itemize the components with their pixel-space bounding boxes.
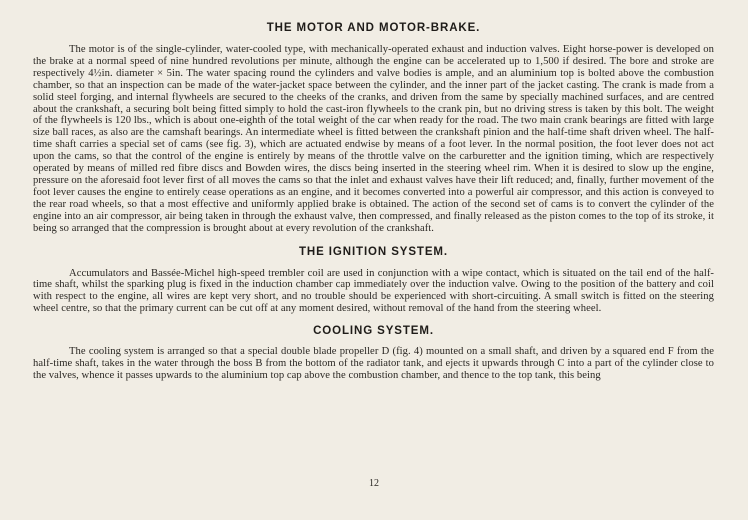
section-heading: COOLING SYSTEM. <box>313 325 434 338</box>
section-motor-brake <box>33 22 714 235</box>
section-heading: THE MOTOR AND MOTOR-BRAKE. <box>266 22 481 34</box>
page-number: 12 <box>369 478 379 489</box>
section-paragraph: The cooling system is arranged so that a special double blade propeller D (fig. 4) mounted on a small shaft, and driven by a squared end F from the half-time shaft, takes in the water through the boss B from the bottom of the radiator tank, and ejects it upwards through C into a part of the cylinder close to the valves, whence it passes upwards to the aluminium top cap above the combustion chamber, and thence to the top tank, this being <box>33 346 714 381</box>
section-ignition-system <box>33 246 714 316</box>
section-paragraph: Accumulators and Bassée-Michel high-speed trembler coil are used in conjunction with a wipe contact, which is situated on the tail end of the half-time shaft, whilst the sparking plug is fixed in the induction chamber cap immediately over the induction valve. Owing to the position of the battery and coil with respect to the engine, all wires are kept very short, and no trouble should be experienced with short-circuiting. A small switch is fitted on the steering wheel centre, so that the primary current can be cut off at any moment desired, without removal of the hand from the steering wheel. <box>33 267 714 315</box>
section-heading: THE IGNITION SYSTEM. <box>299 245 448 258</box>
section-paragraph: The motor is of the single-cylinder, water-cooled type, with mechanically-operated exhaust and induction valves. Eight horse-power is developed on the brake at a normal speed of nine hundred revolutions per minute, although the engine can be accelerated up to 1,500 if desired. The bore and stroke are respectively 4½in. diameter × 5in. The water spacing round the cylinders and valve bodies is ample, and an aluminium top is bolted above the combustion chamber, so that an inspection can be made of the water-jacket space between the cylinder, and the inner part of the jacket casting. The crank is made from a solid steel forging, and internal flywheels are secured to the cheeks of the cranks, and driven from the same by specially machined surfaces, and are centred about the crankshaft, a securing bolt being fitted simply to hold the cast-iron flywheels to the crank pin, but no driving stress is taken by this bolt. The weight of the flywheels is 120 lbs., which is about one-eighth of the total weight of the car when ready for the road. The two main crank bearings are fitted with large size ball races, as also are the camshaft bearings. An intermediate wheel is fitted between the crankshaft pinion and the half-time shaft driven wheel. The half-time shaft carries a special set of cams (see fig. 3), which are actuated endwise by means of a foot lever. In the normal position, the foot lever does not act upon the cams, so that the control of the engine is entirely by means of the throttle valve on the carburetter and the ignition timing, which are respectively operated by means of milled red fibre discs and Bowden wires, the discs being inserted in the steering wheel rim. When it is desired to slow up the engine, pressure on the aforesaid foot lever first of all moves the cams so that the inlet and exhaust valves have their lift reduced; and, finally, further movement of the foot lever causes the engine to entirely cease operations as an engine, and it becomes converted into a powerful air compressor, and this action is conveyed to the rear road wheels, so that a most effective and uniformly applied brake is obtained. The action of the second set of cams is to convert the cylinder of the engine into an air compressor, air being taken in through the exhaust valve, then compressed, and finally released as the piston comes to the top of its stroke, it being so arranged that the compression is brought about at every revolution of the crankshaft. <box>33 44 714 234</box>
section-cooling-system <box>33 325 714 382</box>
